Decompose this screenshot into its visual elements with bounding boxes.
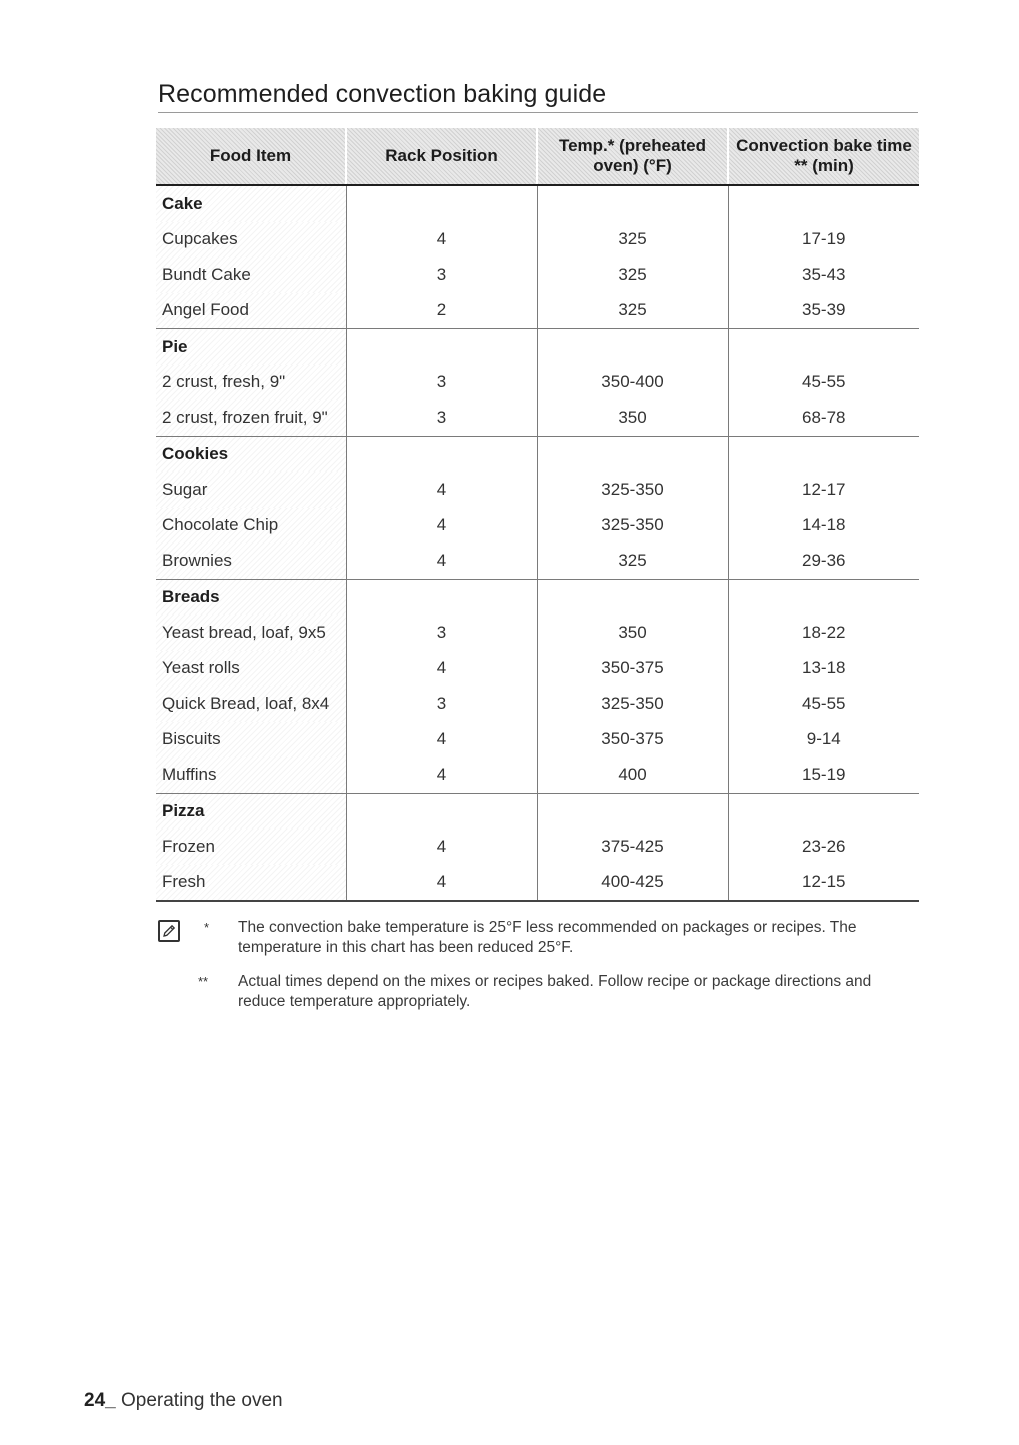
page-title: Recommended convection baking guide	[158, 80, 918, 113]
empty-cell	[346, 793, 537, 829]
bake-time-cell: 35-39	[728, 293, 919, 329]
temperature-cell: 350	[537, 615, 728, 651]
baking-guide-table	[156, 128, 919, 902]
rack-position-cell: 4	[346, 722, 537, 758]
table-row	[156, 508, 919, 544]
food-item-cell: Yeast rolls	[156, 651, 346, 687]
empty-cell	[728, 436, 919, 472]
page-number: 24_	[84, 1390, 116, 1411]
empty-cell	[728, 329, 919, 365]
table-row	[156, 651, 919, 687]
food-item-cell: Yeast bread, loaf, 9x5	[156, 615, 346, 651]
header-rack-position: Rack Position	[346, 128, 537, 185]
table-row	[156, 722, 919, 758]
temperature-cell: 350-400	[537, 365, 728, 401]
table-row	[156, 400, 919, 436]
empty-cell	[537, 436, 728, 472]
bake-time-cell: 17-19	[728, 222, 919, 258]
category-row	[156, 793, 919, 829]
empty-cell	[537, 793, 728, 829]
bake-time-cell: 23-26	[728, 829, 919, 865]
table-row	[156, 829, 919, 865]
temperature-cell: 350	[537, 400, 728, 436]
rack-position-cell: 2	[346, 293, 537, 329]
temperature-cell: 350-375	[537, 651, 728, 687]
empty-cell	[537, 329, 728, 365]
empty-cell	[728, 793, 919, 829]
table-row	[156, 686, 919, 722]
rack-position-cell: 3	[346, 615, 537, 651]
rack-position-cell: 4	[346, 651, 537, 687]
category-row	[156, 436, 919, 472]
category-label: Cookies	[156, 436, 346, 472]
food-item-cell: 2 crust, fresh, 9"	[156, 365, 346, 401]
bake-time-cell: 12-15	[728, 865, 919, 902]
empty-cell	[728, 579, 919, 615]
bake-time-cell: 13-18	[728, 651, 919, 687]
temperature-cell: 325	[537, 293, 728, 329]
rack-position-cell: 3	[346, 400, 537, 436]
empty-cell	[537, 185, 728, 222]
header-food-item: Food Item	[156, 128, 346, 185]
note-pencil-icon	[158, 920, 180, 942]
bake-time-cell: 14-18	[728, 508, 919, 544]
header-bake-time: Convection bake time ** (min)	[728, 128, 919, 185]
note-text: The convection bake temperature is 25°F less recommended on packages or recipes. The temperature in this chart has been reduced 25°F.	[238, 919, 857, 956]
temperature-cell: 325	[537, 222, 728, 258]
temperature-cell: 325-350	[537, 472, 728, 508]
rack-position-cell: 4	[346, 508, 537, 544]
category-label: Cake	[156, 185, 346, 222]
rack-position-cell: 4	[346, 829, 537, 865]
empty-cell	[346, 329, 537, 365]
empty-cell	[346, 436, 537, 472]
category-row	[156, 329, 919, 365]
bake-time-cell: 35-43	[728, 257, 919, 293]
table-row	[156, 293, 919, 329]
food-item-cell: Quick Bread, loaf, 8x4	[156, 686, 346, 722]
category-row	[156, 579, 919, 615]
food-item-cell: Chocolate Chip	[156, 508, 346, 544]
note-mark: **	[198, 974, 209, 989]
temperature-cell: 400-425	[537, 865, 728, 902]
category-label: Breads	[156, 579, 346, 615]
rack-position-cell: 4	[346, 543, 537, 579]
note-mark: *	[204, 920, 210, 935]
empty-cell	[346, 579, 537, 615]
rack-position-cell: 3	[346, 686, 537, 722]
food-item-cell: Frozen	[156, 829, 346, 865]
section-name: Operating the oven	[115, 1390, 283, 1411]
category-label: Pie	[156, 329, 346, 365]
food-item-cell: Muffins	[156, 757, 346, 793]
empty-cell	[537, 579, 728, 615]
food-item-cell: Biscuits	[156, 722, 346, 758]
table-row	[156, 757, 919, 793]
table-row	[156, 257, 919, 293]
table-body	[156, 185, 919, 901]
note-text: Actual times depend on the mixes or recipes baked. Follow recipe or package directions and reduce temperature appropriately.	[238, 973, 872, 1010]
temperature-cell: 325	[537, 257, 728, 293]
bake-time-cell: 9-14	[728, 722, 919, 758]
bake-time-cell: 12-17	[728, 472, 919, 508]
rack-position-cell: 3	[346, 365, 537, 401]
food-item-cell: Cupcakes	[156, 222, 346, 258]
food-item-cell: Angel Food	[156, 293, 346, 329]
table-row	[156, 365, 919, 401]
table-header-row	[156, 128, 919, 185]
food-item-cell: Sugar	[156, 472, 346, 508]
temperature-cell: 325	[537, 543, 728, 579]
table-row	[156, 865, 919, 902]
header-temperature: Temp.* (preheated oven) (°F)	[537, 128, 728, 185]
category-label: Pizza	[156, 793, 346, 829]
temperature-cell: 400	[537, 757, 728, 793]
bake-time-cell: 68-78	[728, 400, 919, 436]
rack-position-cell: 3	[346, 257, 537, 293]
bake-time-cell: 45-55	[728, 686, 919, 722]
bake-time-cell: 15-19	[728, 757, 919, 793]
food-item-cell: 2 crust, frozen fruit, 9"	[156, 400, 346, 436]
temperature-cell: 350-375	[537, 722, 728, 758]
bake-time-cell: 18-22	[728, 615, 919, 651]
empty-cell	[346, 185, 537, 222]
rack-position-cell: 4	[346, 757, 537, 793]
temperature-cell: 375-425	[537, 829, 728, 865]
empty-cell	[728, 185, 919, 222]
food-item-cell: Fresh	[156, 865, 346, 902]
rack-position-cell: 4	[346, 865, 537, 902]
rack-position-cell: 4	[346, 222, 537, 258]
page-footer	[84, 1390, 283, 1412]
temperature-cell: 325-350	[537, 686, 728, 722]
table-row	[156, 222, 919, 258]
bake-time-cell: 45-55	[728, 365, 919, 401]
table-row	[156, 472, 919, 508]
table-row	[156, 543, 919, 579]
category-row	[156, 185, 919, 222]
table-row	[156, 615, 919, 651]
rack-position-cell: 4	[346, 472, 537, 508]
food-item-cell: Brownies	[156, 543, 346, 579]
food-item-cell: Bundt Cake	[156, 257, 346, 293]
temperature-cell: 325-350	[537, 508, 728, 544]
bake-time-cell: 29-36	[728, 543, 919, 579]
